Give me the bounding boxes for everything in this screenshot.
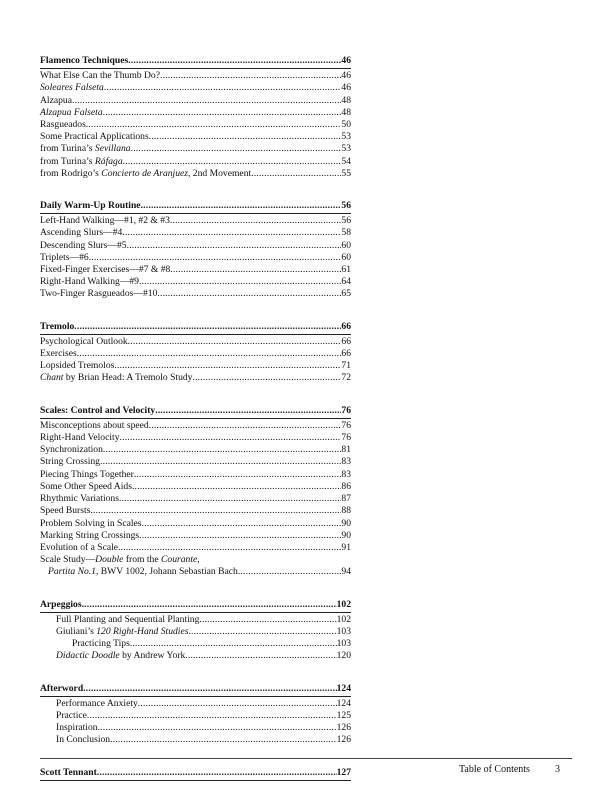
entry-text: Triplets—#6 [40,251,89,263]
toc-entry[interactable] [40,432,351,444]
toc-entry-page: 124 [336,697,351,709]
toc-entry-page: 58 [341,227,351,239]
entry-text: Right-Hand Walking—#9 [40,276,139,288]
toc-entry-page: 103 [336,638,351,650]
toc-entry[interactable] [40,336,351,348]
entry-text: from Turina’s [40,155,95,167]
toc-entry-page: 65 [341,288,351,300]
dot-leader [89,252,342,264]
toc-entry-label [40,493,119,505]
dot-leader [100,456,341,468]
toc-heading-label: Scales: Control and Velocity [40,404,156,416]
italic-title-text: Didactic Doodle [56,650,120,662]
toc-entry[interactable] [40,70,351,82]
italic-title-text: Ráfaga [94,155,123,167]
toc-heading-page: 46 [341,55,351,66]
toc-heading-label: Daily Warm-Up Routine [40,200,141,212]
toc-entry[interactable] [40,95,351,107]
entry-text: , 2nd Movement [188,167,252,179]
toc-entry[interactable] [40,348,351,360]
toc-entry-label [40,143,131,155]
toc-entry-label [48,566,238,578]
toc-entry-label [56,626,188,638]
dot-leader [160,70,341,82]
dot-leader [114,360,341,372]
dot-leader [188,626,336,638]
italic-title-text: Alzapua Falseta [40,106,103,118]
toc-entry[interactable] [40,215,351,227]
toc-entry[interactable] [40,360,351,372]
entry-text: Some Other Speed Aids [40,480,132,492]
dot-leader [157,288,341,300]
toc-entry-page: 88 [341,505,351,517]
toc-entry-page: 102 [336,613,351,625]
toc-section [40,599,351,663]
toc-section-heading[interactable] [40,767,351,781]
toc-heading-page: 102 [336,598,351,610]
toc-entry[interactable] [40,264,351,276]
dot-leader [149,420,342,432]
entry-text: Speed Bursts [40,505,91,517]
toc-entry-page: 48 [341,94,351,106]
toc-heading-page: 56 [341,200,351,212]
toc-section [40,683,351,747]
toc-entry-label [40,348,77,360]
toc-entry-page: 103 [336,625,351,637]
toc-entry-label [40,252,89,264]
dot-leader [131,143,342,155]
toc-entry[interactable] [40,82,351,94]
toc-entry[interactable] [40,469,351,481]
dot-leader [149,131,342,143]
dot-leader [72,95,341,107]
entry-text: Performance Anxiety [56,697,138,709]
dot-leader [74,321,341,333]
entry-text: Piecing Things Together [40,468,134,480]
entry-text: Right-Hand Velocity [40,432,120,444]
entry-text: Psychological Outlook [40,335,128,347]
toc-heading-page: 124 [336,682,351,694]
toc-section [40,200,351,301]
toc-entry-page: 83 [341,468,351,480]
toc-entry-label [40,456,100,468]
dot-leader [97,767,337,779]
dot-leader [123,156,342,168]
dot-leader [238,566,342,578]
entry-text: by Andrew York [119,650,186,662]
dot-leader [192,372,341,384]
toc-section-heading[interactable] [40,405,351,419]
toc-entry-label [40,518,142,530]
toc-entry[interactable] [40,698,351,710]
toc-entry-label [40,70,160,82]
entry-text: Synchronization [40,444,103,456]
toc-entry-label [40,240,127,252]
toc-entry-page: 125 [336,709,351,721]
dot-leader [128,336,342,348]
entry-text: from Rodrigo’s [40,167,102,179]
toc-heading-label: Afterword [40,682,84,694]
table-of-contents [40,55,351,801]
toc-entry-page: 46 [341,70,351,82]
dot-leader [127,240,342,252]
dot-leader [118,542,341,554]
entry-text: by Brian Head: A Tremolo Study [63,372,193,384]
entry-text: Fixed-Finger Exercises—#7 & #8 [40,264,171,276]
toc-heading-page: 66 [341,320,351,332]
dot-leader [170,215,342,227]
toc-entry-label [40,95,72,107]
toc-entry[interactable] [40,530,351,542]
toc-entry-page: 48 [341,106,351,118]
toc-entry-page: 120 [336,650,351,662]
entry-text: from the [123,554,161,566]
toc-entry-page: 64 [341,276,351,288]
entry-text: Evolution of a Scale [40,541,119,553]
toc-entry-label [40,107,103,119]
toc-entry-label [56,734,110,746]
italic-title-text: Double [95,554,124,566]
entry-text: Marking String Crossings [40,529,140,541]
dot-leader [139,530,341,542]
entry-text: Full Planting and Sequential Planting [56,613,200,625]
dot-leader [155,405,341,417]
toc-entry-label [40,288,157,300]
toc-entry[interactable] [40,107,351,119]
dot-leader [142,518,342,530]
toc-entry[interactable] [40,143,351,155]
dot-leader [103,107,342,119]
toc-entry[interactable] [40,168,351,180]
toc-entry[interactable] [40,554,351,566]
toc-entry[interactable] [40,722,351,734]
toc-entry-page: 126 [336,722,351,734]
toc-entry[interactable] [40,566,351,578]
toc-entry-page: 91 [341,541,351,553]
entry-text: What Else Can the Thumb Do? [40,70,160,82]
toc-entry[interactable] [40,240,351,252]
toc-entry-label [72,638,130,650]
toc-entry-label [40,215,170,227]
toc-entry-page: 76 [341,419,351,431]
toc-entry-page: 53 [341,131,351,143]
entry-text: Rhythmic Variations [40,493,119,505]
dot-leader [132,481,341,493]
toc-entry-label [40,360,114,372]
toc-entry-label [40,432,120,444]
entry-text: In Conclusion [56,734,111,746]
dot-leader [110,734,337,746]
toc-entry-page: 126 [336,734,351,746]
dot-leader [138,698,337,710]
dot-leader [86,119,342,131]
toc-section-heading[interactable] [40,683,351,697]
entry-text: Lopsided Tremolos [40,360,115,372]
toc-entry-page: 90 [341,517,351,529]
dot-leader [82,599,337,611]
dot-leader [87,710,337,722]
entry-text: Rasgueados [40,119,86,131]
italic-title-text: Courante [161,554,198,566]
toc-entry[interactable] [40,276,351,288]
toc-entry-page: 94 [341,566,351,578]
toc-entry[interactable] [40,288,351,300]
italic-title-text: Soleares Falseta [40,82,104,94]
toc-entry-page: 83 [341,456,351,468]
toc-entry[interactable] [40,444,351,456]
toc-heading-label: Arpeggios [40,598,82,610]
toc-entry-page: 76 [341,432,351,444]
toc-entry[interactable] [40,156,351,168]
toc-entry-label [40,444,103,456]
toc-entry-label [40,276,139,288]
toc-entry-page: 53 [341,143,351,155]
entry-text: Some Practical Applications [40,131,149,143]
toc-section [40,767,351,781]
toc-entry-page: 55 [341,167,351,179]
entry-text: Left-Hand Walking—#1, #2 & #3 [40,215,170,227]
toc-entry-label [56,710,87,722]
toc-entry[interactable] [40,542,351,554]
toc-entry-label [40,530,139,542]
entry-text: Misconceptions about speed [40,419,149,431]
toc-entry-page: 66 [341,335,351,347]
dot-leader [119,493,341,505]
footer-title: Table of Contents [459,764,530,775]
toc-entry[interactable] [40,372,351,384]
italic-title-text: Concierto de Aranjuez [101,167,188,179]
toc-section-heading[interactable] [40,200,351,214]
toc-section-heading[interactable] [40,321,351,335]
toc-entry-label [56,650,185,662]
toc-entry-label [40,481,132,493]
dot-leader [83,683,336,695]
entry-text: Inspiration [56,722,98,734]
toc-entry[interactable] [40,734,351,746]
toc-entry-page: 56 [341,215,351,227]
toc-entry-page: 60 [341,239,351,251]
toc-entry-label [40,168,251,180]
dot-leader [134,469,342,481]
entry-text: Exercises [40,348,77,360]
toc-section [40,321,351,385]
toc-section [40,405,351,579]
toc-entry-page: 87 [341,493,351,505]
toc-entry-page: 81 [341,444,351,456]
toc-entry-page: 50 [341,119,351,131]
dot-leader [104,82,342,94]
toc-entry[interactable] [40,420,351,432]
toc-entry[interactable] [40,710,351,722]
toc-entry[interactable] [40,650,351,662]
toc-entry-page: 72 [341,372,351,384]
toc-entry-label [40,372,192,384]
toc-entry[interactable] [40,638,351,650]
dot-leader [103,444,342,456]
toc-entry-label [56,698,138,710]
toc-entry-label [40,264,170,276]
entry-text: String Crossing [40,456,100,468]
dot-leader [251,168,341,180]
entry-text: Ascending Slurs—#4 [40,227,123,239]
toc-entry-label [56,614,199,626]
page-number: 3 [555,764,560,775]
italic-title-text: 120 Right-Hand Studies [96,625,189,637]
entry-text: , [197,554,200,566]
toc-entry[interactable] [40,131,351,143]
dot-leader [199,614,336,626]
toc-entry-label [40,156,123,168]
dot-leader [90,505,341,517]
toc-heading-label: Scott Tennant [40,766,97,778]
toc-entry-label [40,119,86,131]
toc-entry[interactable] [40,505,351,517]
dot-leader [141,200,342,212]
toc-entry-page: 71 [341,360,351,372]
dot-leader [139,276,341,288]
toc-heading-label: Flamenco Techniques [40,55,129,66]
toc-entry-label [40,542,118,554]
dot-leader [120,432,342,444]
toc-section-heading[interactable] [40,55,351,69]
entry-text: Problem Solving in Scales [40,517,142,529]
entry-text: Giuliani’s [56,625,97,637]
toc-entry[interactable] [40,518,351,530]
entry-text: Scale Study— [40,554,96,566]
entry-text: from Turina’s [40,143,95,155]
dot-leader [122,227,341,239]
toc-entry-label [40,82,104,94]
toc-section [40,55,351,180]
footer-rule [40,758,572,759]
toc-entry[interactable] [40,227,351,239]
dot-leader [170,264,341,276]
italic-title-text: Partita No.1 [48,566,96,578]
toc-entry-label [40,554,200,566]
toc-entry-label [40,131,149,143]
entry-text: , BWV 1002, Johann Sebastian Bach [95,566,238,578]
toc-entry[interactable] [40,252,351,264]
dot-leader [98,722,337,734]
toc-entry[interactable] [40,481,351,493]
entry-text: Practicing Tips [72,638,130,650]
dot-leader [77,348,342,360]
toc-entry[interactable] [40,614,351,626]
toc-entry[interactable] [40,493,351,505]
toc-entry-page: 60 [341,251,351,263]
toc-entry-page: 86 [341,480,351,492]
toc-heading-label: Tremolo [40,320,75,332]
entry-text: Two-Finger Rasgueados—#10 [40,288,158,300]
entry-text: Alzapua [40,94,72,106]
toc-entry-page: 61 [341,264,351,276]
toc-entry-label [40,420,149,432]
toc-entry-label [40,227,122,239]
toc-entry-label [56,722,98,734]
entry-text: Practice [56,709,87,721]
toc-entry-label [40,505,90,517]
toc-entry[interactable] [40,626,351,638]
toc-heading-page: 127 [336,766,351,778]
toc-entry-page: 46 [341,82,351,94]
toc-heading-page: 76 [341,404,351,416]
dot-leader [185,650,336,662]
toc-entry[interactable] [40,456,351,468]
toc-entry-page: 54 [341,155,351,167]
toc-entry-label [40,336,128,348]
dot-leader [130,638,337,650]
toc-entry[interactable] [40,119,351,131]
toc-entry-label [40,469,134,481]
entry-text: Descending Slurs—#5 [40,239,127,251]
italic-title-text: Chant [40,372,64,384]
italic-title-text: Sevillana [94,143,131,155]
toc-entry-page: 90 [341,529,351,541]
toc-entry-page: 66 [341,348,351,360]
toc-section-heading[interactable] [40,599,351,613]
dot-leader [128,55,341,67]
